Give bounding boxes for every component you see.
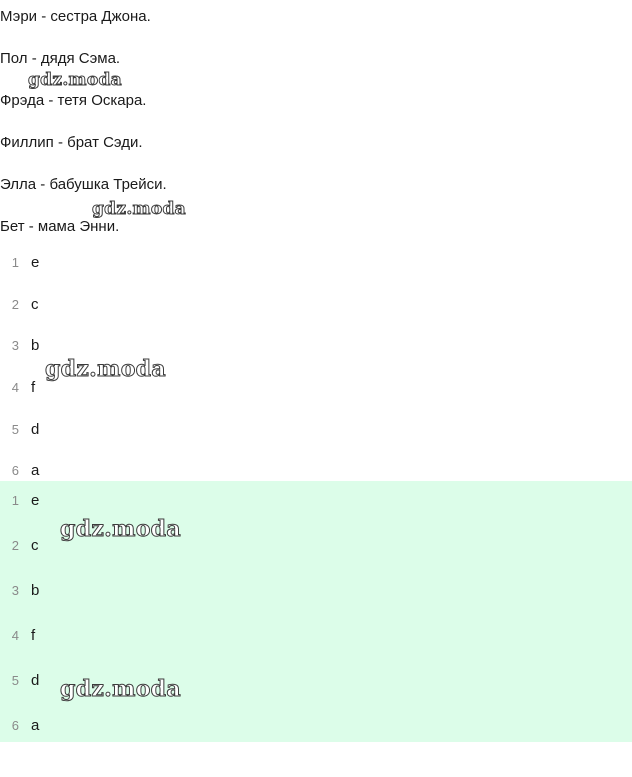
list-item — [0, 478, 632, 523]
watermark: gdz.moda — [28, 70, 122, 90]
watermark: gdz.moda — [60, 516, 181, 542]
item-answer: b — [31, 582, 40, 599]
list-item — [0, 523, 632, 568]
sentence: Пол - дядя Сэма. — [0, 50, 121, 67]
item-number: 3 — [11, 583, 19, 598]
matching-list — [0, 242, 632, 492]
item-answer: d — [31, 420, 40, 438]
list-item — [0, 325, 632, 367]
item-answer: b — [31, 337, 40, 355]
item-answer: e — [31, 492, 40, 509]
sentence: Мэри - сестра Джона. — [0, 8, 151, 25]
list-item — [0, 284, 632, 326]
watermark: gdz.moda — [60, 676, 181, 702]
item-answer: e — [31, 254, 40, 272]
item-number: 2 — [11, 296, 19, 312]
list-item — [0, 613, 632, 658]
list-item — [0, 568, 632, 613]
item-number: 5 — [11, 673, 19, 688]
watermark: gdz.moda — [92, 199, 186, 219]
watermark: gdz.moda — [45, 356, 166, 382]
answer-list — [0, 478, 632, 748]
list-item — [0, 242, 632, 284]
item-number: 3 — [11, 338, 19, 354]
sentence: Бет - мама Энни. — [0, 218, 120, 235]
item-answer: c — [31, 295, 39, 313]
item-answer: f — [31, 379, 36, 397]
sentence: Фрэда - тетя Оскара. — [0, 92, 147, 109]
item-number: 1 — [11, 255, 19, 271]
item-number: 6 — [11, 718, 19, 733]
item-answer: f — [31, 627, 36, 644]
item-answer: a — [31, 462, 40, 480]
item-number: 1 — [11, 493, 19, 508]
item-number: 2 — [11, 538, 19, 553]
sentence: Филлип - брат Сэди. — [0, 134, 143, 151]
item-answer: c — [31, 537, 39, 554]
list-item — [0, 408, 632, 450]
list-item — [0, 658, 632, 703]
item-answer: d — [31, 672, 40, 689]
item-answer: a — [31, 717, 40, 734]
sentence: Элла - бабушка Трейси. — [0, 176, 167, 193]
item-number: 6 — [11, 463, 19, 479]
item-number: 5 — [11, 421, 19, 437]
item-number: 4 — [11, 628, 19, 643]
list-item — [0, 703, 632, 748]
item-number: 4 — [11, 380, 19, 396]
sentences-block — [0, 8, 632, 260]
list-item — [0, 367, 632, 409]
answer-box — [0, 481, 632, 742]
